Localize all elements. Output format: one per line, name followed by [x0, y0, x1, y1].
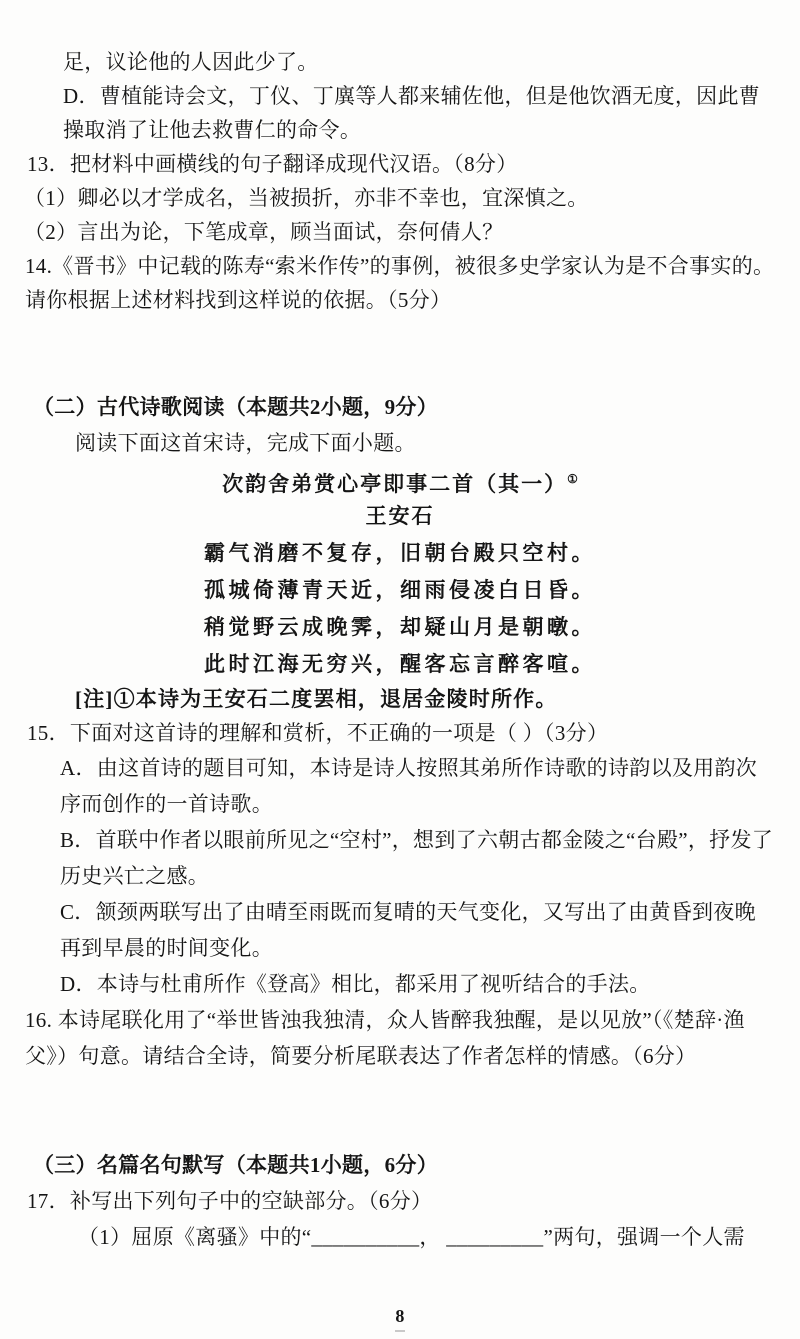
passage-option-d-line2: 操取消了让他去救曹仁的命令。	[63, 118, 362, 142]
blank-gap	[0, 317, 800, 389]
question-15-option-b-line1: B．首联中作者以眼前所见之“空村”，想到了六朝古都金陵之“台殿”，抒发了	[60, 828, 774, 852]
blank-gap	[0, 1074, 800, 1147]
page-number: 8	[395, 1306, 405, 1326]
passage-continuation-line: 足，议论他的人因此少了。	[63, 50, 319, 74]
poem-note: [注]①本诗为王安石二度罢相，退居金陵时所作。	[75, 687, 558, 711]
question-17-stem: 17．补写出下列句子中的空缺部分。（6分）	[27, 1189, 433, 1213]
question-16-line2: 父》）句意。请结合全诗，简要分析尾联表达了作者怎样的情感。（6分）	[25, 1044, 697, 1068]
section-2-heading: （二）古代诗歌阅读（本题共2小题，9分）	[33, 395, 438, 419]
question-15-option-b-line2: 历史兴亡之感。	[60, 864, 210, 888]
poem-line-1: 霸气消磨不复存，旧朝台殿只空村。	[204, 541, 596, 565]
question-15-stem: 15．下面对这首诗的理解和赏析，不正确的一项是（ ）（3分）	[27, 721, 609, 745]
question-15-option-a-line2: 序而创作的一首诗歌。	[60, 792, 273, 816]
question-13-sub2: （2）言出为论，下笔成章，顾当面试，奈何倩人？	[24, 220, 504, 244]
question-15-option-c-line1: C．颔颈两联写出了由晴至雨既而复晴的天气变化，又写出了由黄昏到夜晚	[60, 900, 756, 924]
question-15-option-d-line1: D．本诗与杜甫所作《登高》相比，都采用了视听结合的手法。	[60, 972, 651, 996]
page-footer-mark	[395, 1330, 405, 1332]
poem-title-footnote-mark: ①	[567, 472, 578, 486]
question-16-line1: 16. 本诗尾联化用了“举世皆浊我独清，众人皆醉我独醒，是以见放”（《楚辞·渔	[25, 1008, 745, 1032]
poem-line-4: 此时江海无穷兴，醒客忘言醉客喧。	[204, 652, 596, 676]
section-3-heading: （三）名篇名句默写（本题共1小题，6分）	[33, 1153, 438, 1177]
poem-line-3: 稍觉野云成晚霁，却疑山月是朝暾。	[204, 615, 596, 639]
poem-title	[0, 461, 800, 498]
poem-line-2: 孤城倚薄青天近，细雨侵凌白日昏。	[204, 578, 596, 602]
question-13-stem: 13．把材料中画横线的句子翻译成现代汉语。（8分）	[27, 152, 518, 176]
question-15-option-c-line2: 再到早晨的时间变化。	[60, 936, 273, 960]
section-2-intro: 阅读下面这首宋诗，完成下面小题。	[75, 431, 416, 455]
question-15-option-a-line1: A．由这首诗的题目可知，本诗是诗人按照其弟所作诗歌的诗韵以及用韵次	[60, 756, 758, 780]
question-13-sub1: （1）卿必以才学成名，当被损折，亦非不幸也，宜深慎之。	[24, 186, 589, 210]
question-17-sub1: （1）屈原《离骚》中的“__________， _________”两句，强调一个人需	[78, 1225, 745, 1249]
question-14-line2: 请你根据上述材料找到这样说的依据。（5分）	[25, 288, 452, 312]
poem-title-text: 次韵舍弟赏心亭即事二首（其一）	[222, 472, 568, 496]
poem-author: 王安石	[365, 504, 435, 528]
passage-option-d-line1: D．曹植能诗会文，丁仪、丁廙等人都来辅佐他，但是他饮酒无度，因此曹	[63, 84, 761, 108]
question-14-line1: 14.《晋书》中记载的陈寿“索米作传”的事例，被很多史学家认为是不合事实的。	[25, 254, 775, 278]
